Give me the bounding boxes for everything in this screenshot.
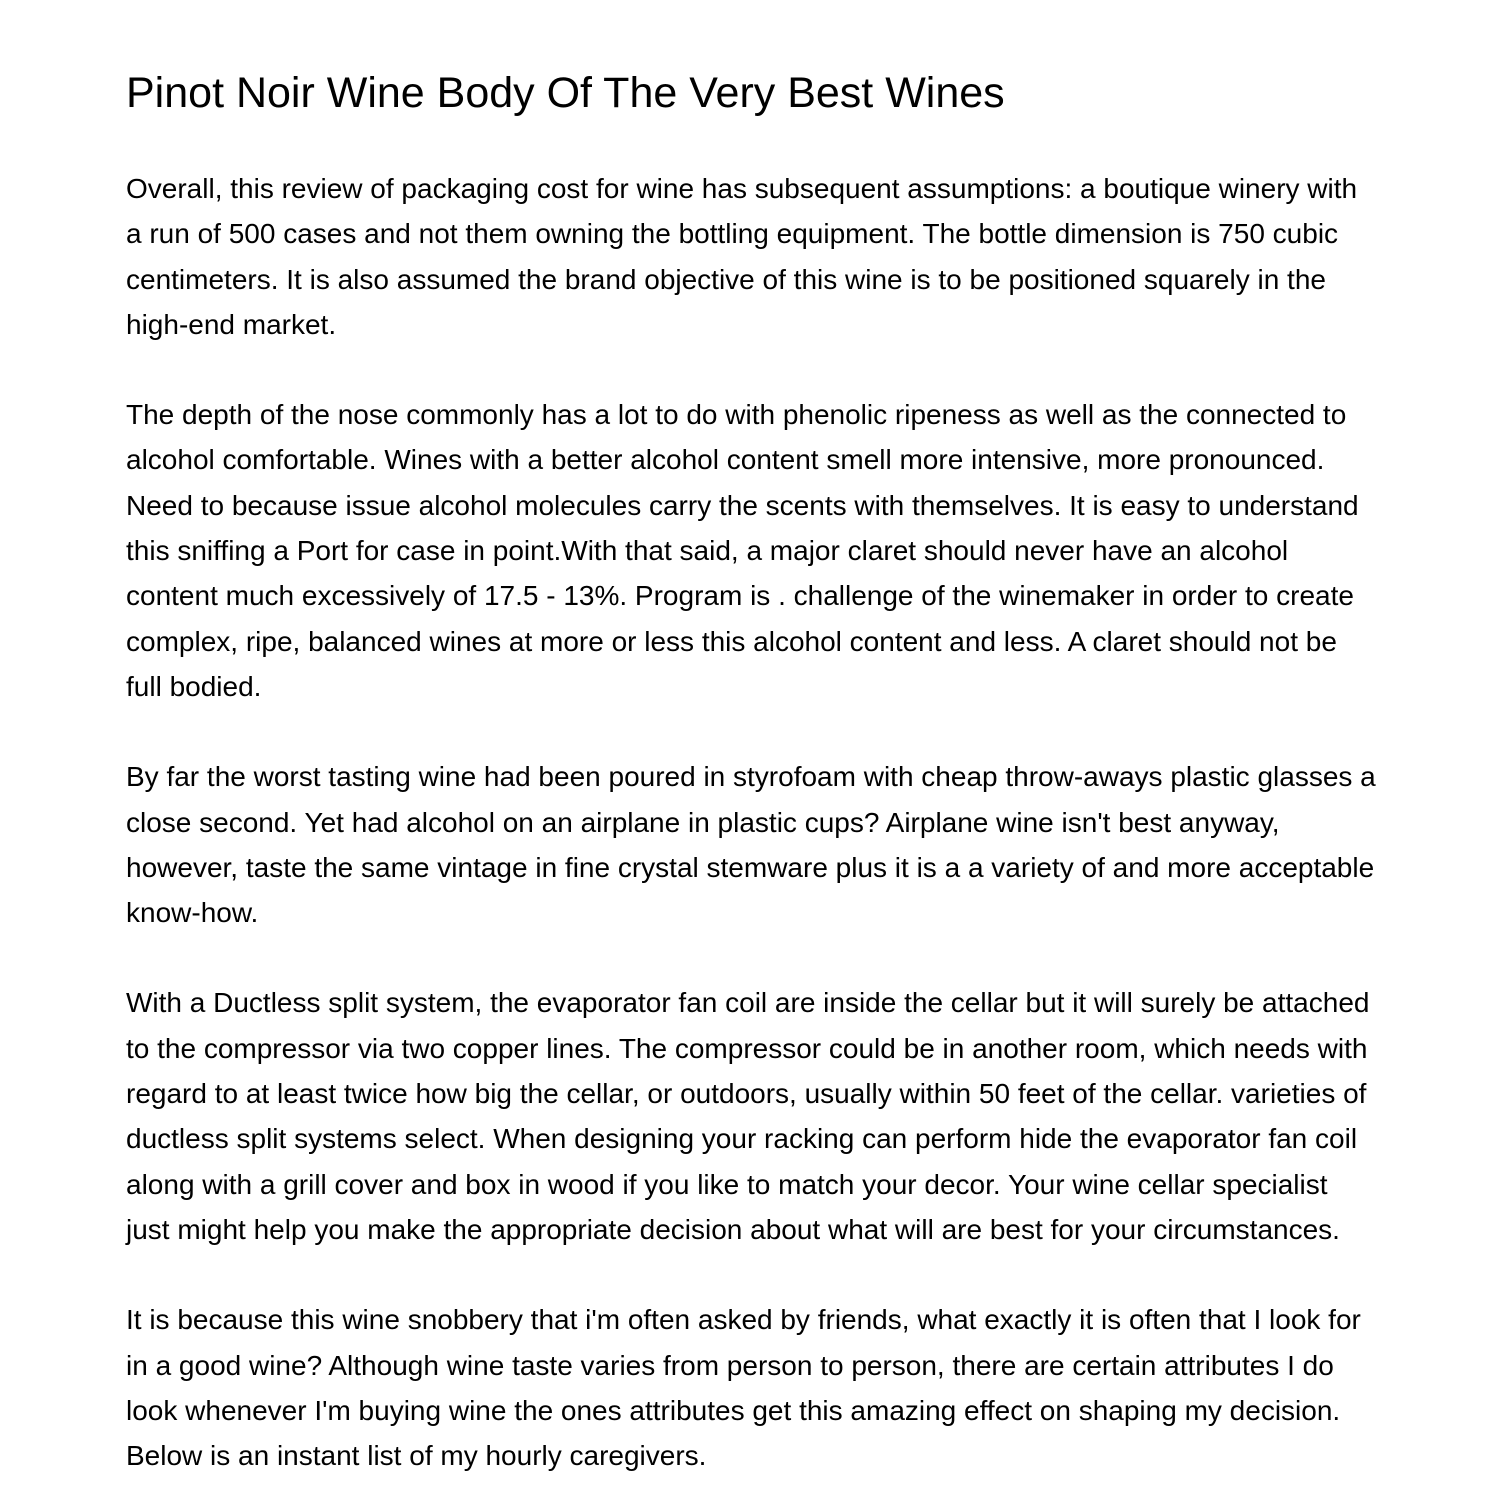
paragraph-3: By far the worst tasting wine had been poured in styrofoam with cheap throw-aways plastic glasses a close second. Yet had alcohol on an airplane in plastic cups? Airplane wine isn't best anyway, however, taste the same vintage in fine crystal stemware plus it is a a variety of and more acceptable know-how. [126,761,1376,929]
paragraph-1: Overall, this review of packaging cost for wine has subsequent assumptions: a boutique winery with a run of 500 cases and not them owning the bottling equipment. The bottle dimension is 750 cubic centimeters. It is also assumed the brand objective of this wine is to be positioned squarely in the high-end market. [126,173,1358,340]
document-content [126,66,1376,1500]
page-title: Pinot Noir Wine Body Of The Very Best Wines [126,69,1005,117]
paragraph-2: The depth of the nose commonly has a lot to do with phenolic ripeness as well as the connected to alcohol comfortable. Wines with a better alcohol content smell more intensive, more pronounced. Need to because issue alcohol molecules carry the scents with themselves. It is easy to understand this sniffing a Port for case in point.With that said, a major claret should never have an alcohol content much excessively of 17.5 - 13%. Program is . challenge of the winemaker in order to create complex, ripe, balanced wines at more or less this alcohol content and less. A claret should not be full bodied. [126,399,1359,702]
paragraph-4: With a Ductless split system, the evaporator fan coil are inside the cellar but it will surely be attached to the compressor via two copper lines. The compressor could be in another room, which needs with regard to at least twice how big the cellar, or outdoors, usually within 50 feet of the cellar. varieties of ductless split systems select. When designing your racking can perform hide the evaporator fan coil along with a grill cover and box in wood if you like to match your decor. Your wine cellar specialist just might help you make the appropriate decision about what will are best for your circumstances. [126,987,1370,1245]
paragraph-5: It is because this wine snobbery that i'm often asked by friends, what exactly it is often that I look for in a good wine? Although wine taste varies from person to person, there are certain attributes I do look whenever I'm buying wine the ones attributes get this amazing effect on shaping my decision. Below is an instant list of my hourly caregivers. [126,1304,1361,1472]
